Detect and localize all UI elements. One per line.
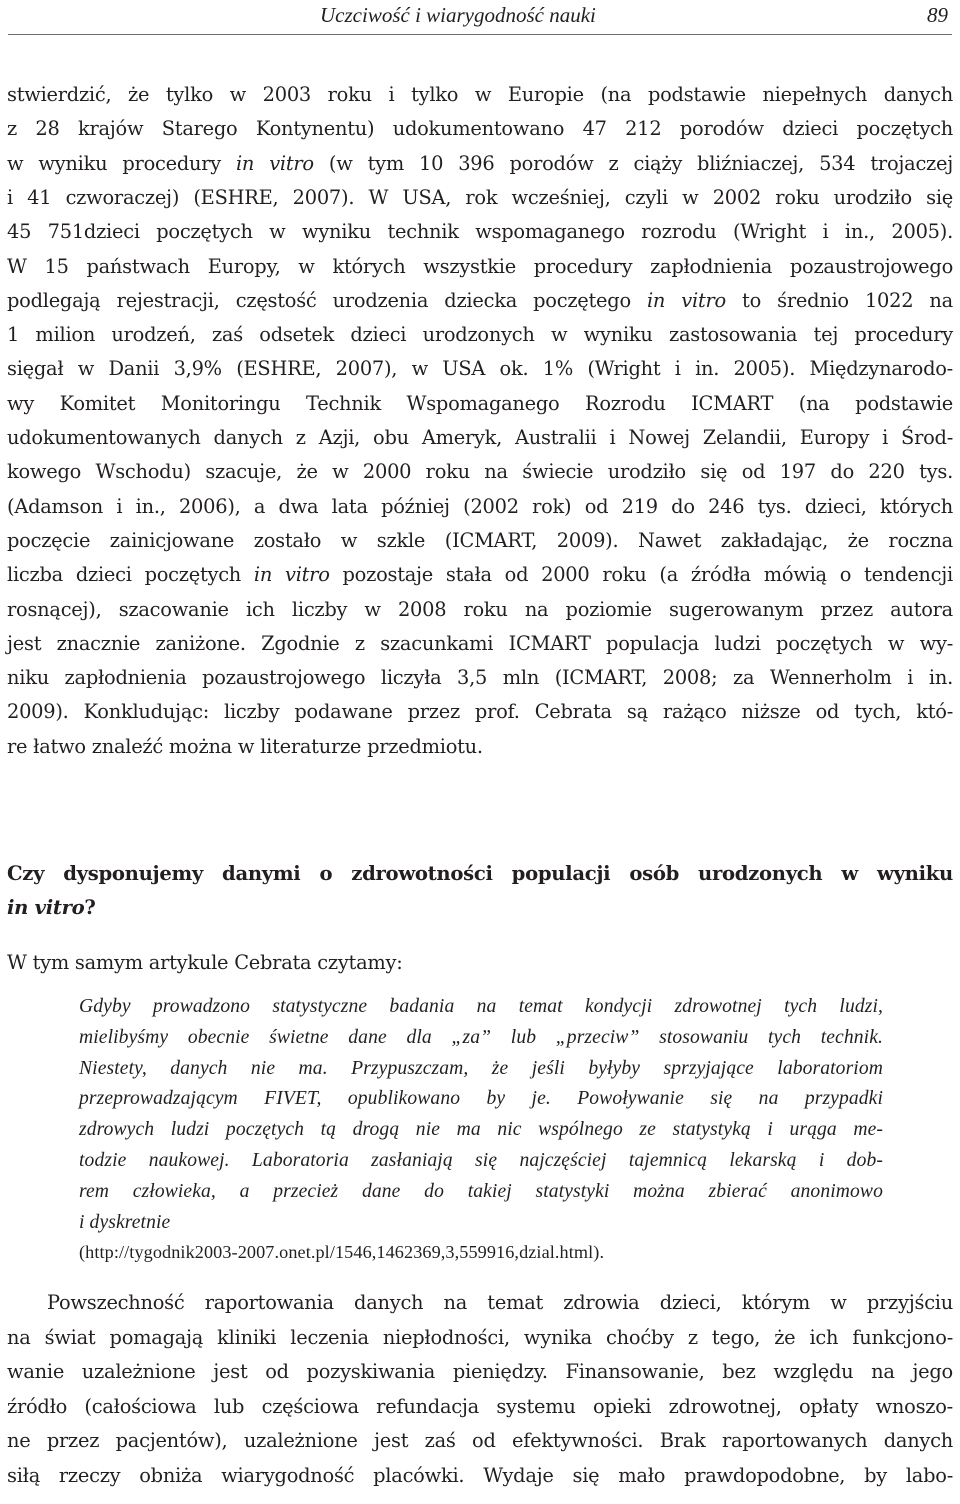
paragraph-line: źródło (całościowa lub częściowa refundacja systemu opieki zdrowotnej, opłaty wnoszo- [7,1394,953,1418]
intro-line: W tym samym artykule Cebrata czytamy: [7,951,403,974]
paragraph-line: rosnącej), szacowanie ich liczby w 2008 roku na poziomie sugerowanym przez autora [7,597,953,621]
italic-term: in vitro [646,288,726,312]
paragraph-line: na świat pomagają kliniki leczenia niepłodności, wynika choćby z tego, że ich funkcjono- [7,1325,953,1349]
paragraph-line: (Adamson i in., 2006), a dwa lata później (2002 rok) od 219 do 246 tys. dzieci, których [7,494,953,518]
paragraph-line: i 41 czworaczej) (ESHRE, 2007). W USA, rok wcześniej, czyli w 2002 roku urodziło się [7,185,953,209]
paragraph-line: 1 milion urodzeń, zaś odsetek dzieci urodzonych w wyniku zastosowania tej procedury [7,323,953,347]
paragraph-line: wy Komitet Monitoringu Technik Wspomaganego Rozrodu ICMART (na podstawie [7,391,953,415]
quote-line: Niestety, danych nie ma. Przypuszczam, że jeśli byłyby sprzyjające laboratoriom [79,1057,883,1079]
paragraph-line: w wyniku procedury in vitro (w tym 10 396 porodów z ciąży bliźniaczej, 534 trojaczej [7,151,954,175]
quote-line: zdrowych ludzi poczętych tą drogą nie ma nic wspólnego ze statystyką i urąga me- [79,1119,883,1141]
running-title: Uczciwość i wiarygodność nauki [320,3,596,27]
quote-line: i dyskretnie [79,1211,171,1233]
section-heading-line: in vitro? [7,896,96,919]
paragraph-line: niku zapłodnienia pozaustrojowego liczyła 3,5 mln (ICMART, 2008; za Wennerholm i in. [7,666,953,690]
page-number: 89 [927,3,948,27]
paragraph-line: W 15 państwach Europy, w których wszystkie procedury zapłodnienia pozaustrojowego [7,254,953,278]
paragraph-line: stwierdzić, że tylko w 2003 roku i tylko w Europie (na podstawie niepełnych danych [7,83,953,106]
paragraph-line: 2009). Konkludując: liczby podawane przez prof. Cebrata są rażąco niższe od tych, któ- [7,700,953,724]
paragraph-line: wanie uzależnione jest od pozyskiwania pieniędzy. Finansowanie, bez względu na jego [7,1360,953,1384]
paragraph-line: jest znacznie zaniżone. Zgodnie z szacunkami ICMART populacja ludzi poczętych w wy- [7,631,953,655]
paragraph-line: podlegają rejestracji, częstość urodzenia dziecka poczętego in vitro to średnio 1022 na [7,288,953,312]
running-header [8,0,952,35]
paragraph-line: ne przez pacjentów), uzależnione jest zaś od efektywności. Brak raportowanych danych [7,1429,953,1453]
paragraph-line: udokumentowanych danych z Azji, obu Ameryk, Australii i Nowej Zelandii, Europy i Środ- [7,426,953,449]
paragraph-line: poczęcie zainicjowane zostało w szkle (ICMART, 2009). Nawet zakładając, że roczna [7,528,953,552]
paragraph-line: kowego Wschodu) szacuje, że w 2000 roku na świecie urodziło się od 197 do 220 tys. [7,460,953,484]
section-heading-line: Czy dysponujemy danymi o zdrowotności populacji osób urodzonych w wyniku [7,862,953,885]
paragraph-line: Powszechność raportowania danych na temat zdrowia dzieci, którym w przyjściu [47,1291,953,1314]
italic-term: in vitro [7,896,85,919]
paragraph-line: liczba dzieci poczętych in vitro pozostaje stała od 2000 roku (a źródła mówią o tendencji [7,563,953,587]
quote-line: mielibyśmy obecnie świetne dane dla „za” lub „przeciw” stosowaniu tych technik. [79,1026,883,1048]
paragraph-line: z 28 krajów Starego Kontynentu) udokumentowano 47 212 porodów dzieci poczętych [7,117,953,141]
quote-line: przeprowadzającym FIVET, opublikowano by je. Powoływanie się na przypadki [79,1088,883,1110]
paragraph-line: re łatwo znaleźć można w literaturze przedmiotu. [7,734,483,758]
paragraph-line: siłą rzeczy obniża wiarygodność placówki. Wydaje się mało prawdopodobne, by labo- [7,1464,953,1487]
paragraph-line: 45 751dzieci poczętych w wyniku technik wspomaganego rozrodu (Wright i in., 2005). [7,220,953,244]
italic-term: in vitro [253,563,330,587]
quote-line: Gdyby prowadzono statystyczne badania na temat kondycji zdrowotnej tych ludzi, [79,996,883,1017]
quote-line: rem człowieka, a przecież dane do takiej statystyki można zbierać anonimowo [79,1180,883,1202]
paragraph-line: sięgał w Danii 3,9% (ESHRE, 2007), w USA ok. 1% (Wright i in. 2005). Międzynarodo- [7,357,953,381]
quote-source: (http://tygodnik2003-2007.onet.pl/1546,1462369,3,559916,dzial.html). [79,1242,605,1262]
quote-line: todzie naukowej. Laboratoria zasłaniają się najczęściej tajemnicą lekarską i dob- [79,1150,883,1171]
italic-term: in vitro [235,151,314,175]
